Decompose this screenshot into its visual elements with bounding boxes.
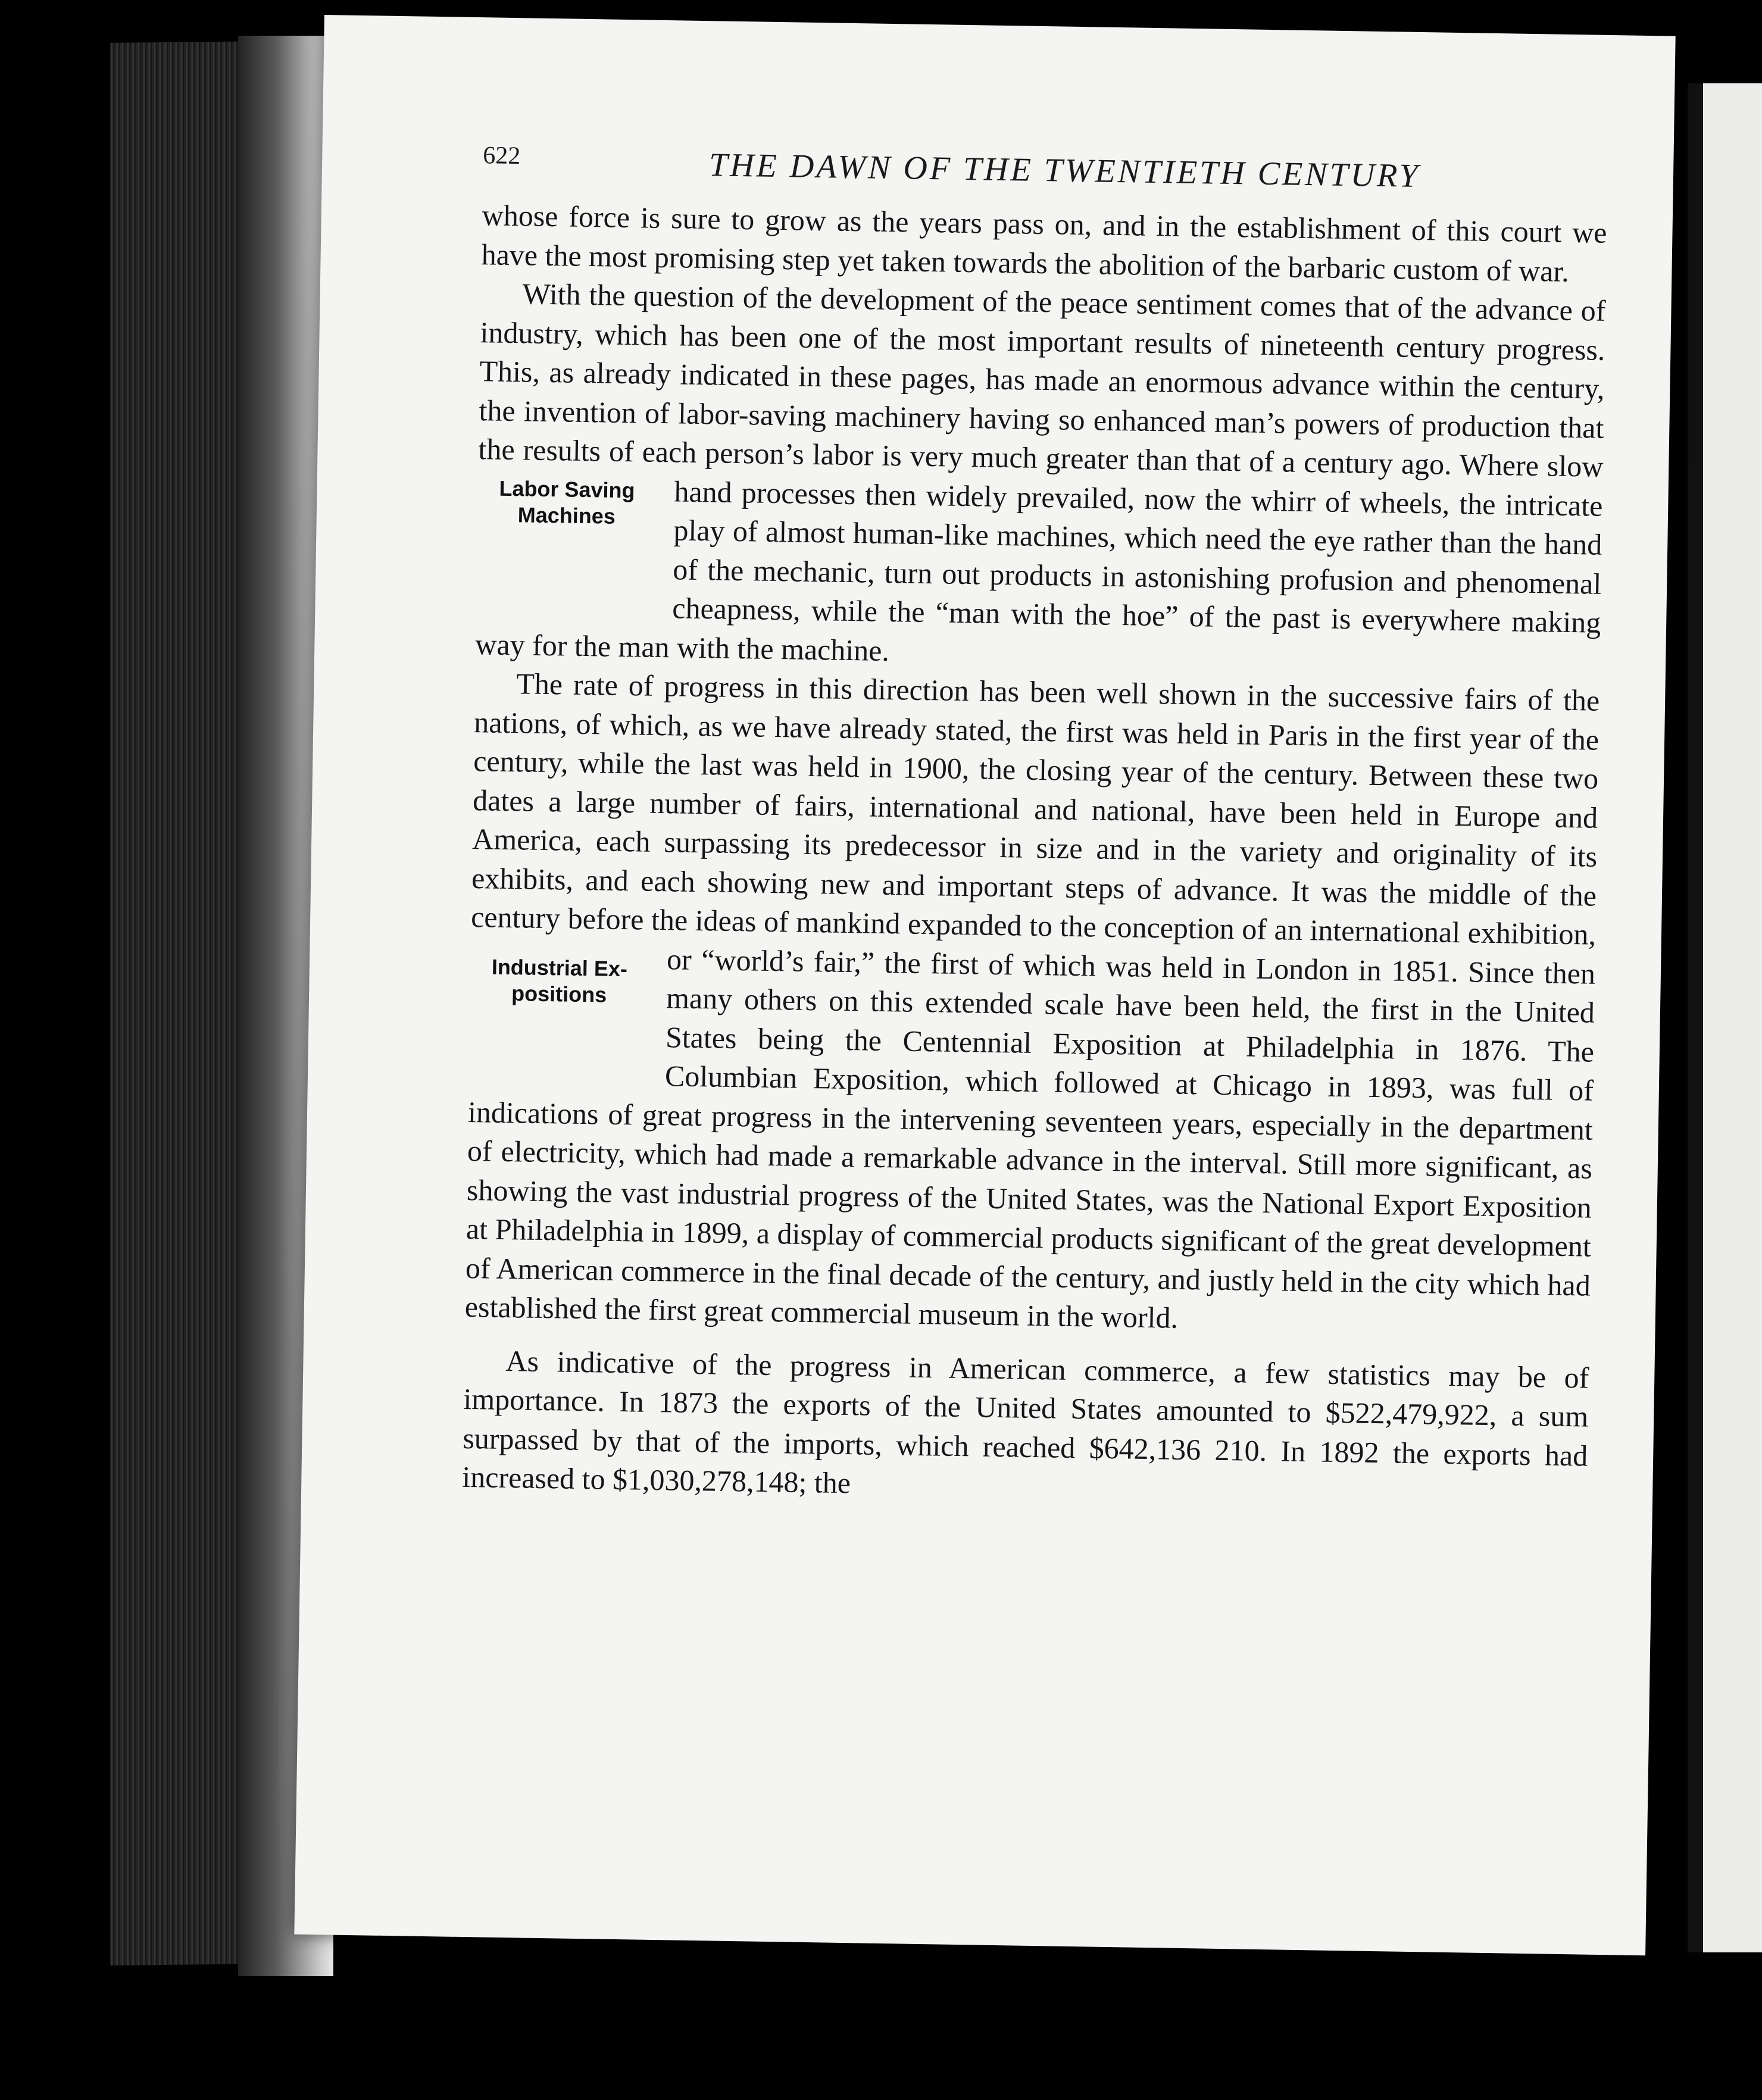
paragraph-text: With the question of the development of the peace sentiment comes that of the advance of industry, which has been one of the most important results of nineteenth century progress. This, as already indicated in these pages, has made an enormous advance within the century, the invention of labor-saving machinery having so enhanced man’s powers of production that the results of each person’s labor is very much greater than that of a century ago. Where slow hand processes then widely prevailed, now the whirr of (478, 277, 1606, 518)
book-page (294, 15, 1675, 1955)
running-head-title: THE DAWN OF THE TWENTIETH CENTURY (708, 146, 1421, 195)
marginal-note-line: Industrial Ex- (491, 954, 628, 981)
marginal-note-industrial-expositions (451, 936, 667, 1070)
marginal-note-labor-saving-machines (458, 468, 674, 597)
paragraph-text: wheels, the intricate play of almost human-like machines, which need the eye rather than the hand of the mechanic, turn out products in astonishing profusion and phenomenal cheapness, while the “man with the hoe” of the past is everywhere making way for the man with the machine. (474, 485, 1603, 667)
marginal-note-line: Labor Saving (499, 476, 635, 502)
facing-page-edge (1688, 83, 1762, 1952)
paragraph (475, 274, 1606, 682)
paragraph-text: The rate of progress in this direction has been well shown in the successive fairs of the nations, of which, as we have already stated, the first was held in Paris in the first year of the century, while the last was held in 1900, the closing year of the century. Between these two dates a large number of fairs, international and national, have been held in Europe and America, each surpassing its predecessor in size and in the variety and originality of its exhibits, and each showing new and important steps of advance. It was the middle of the century before the ideas of mankind expanded to the conception of an international exhibition, or “world’s fair,” the first of which was (470, 667, 1600, 983)
marginal-note-line: positions (511, 980, 607, 1007)
page-number: 622 (482, 142, 521, 170)
paragraph: As indicative of the progress in American commerce, a few statistics may be of importance. In 1873 the exports of the United States amounted to $522,479,922, a sum surpassed by that of the imports, which reached $642,136 210. In 1892 the exports had increased to $1,030,278,148; the (462, 1343, 1589, 1500)
running-head (322, 134, 1674, 203)
paragraph: whose force is sure to grow as the years pass on, and in the establishment of this court we have the most promising step yet taken towards the abolition of the barbaric custom of war. (481, 198, 1607, 288)
paragraph (464, 664, 1599, 1344)
body-text (462, 196, 1607, 1514)
paragraph-text: held in London in 1851. Since then many others on this extended scale have been held, the first in the United States being the Centennial Exposition at Philadelphia in 1876. The Columbian Exposition, which followed at Chicago in 1893, was full of indications of great progress in the intervening seventeen years, especially in the department of electricity, which had made a remarkable advance in the interval. Still more significant, as showing the vast industrial progress of the United States, was the National Export Exposition at Philadelphia in 1899, a display of commercial products significant of the great development of American commerce in the final decade of the century, and justly held in the city which had established the first great commercial museum in the world. (464, 949, 1596, 1335)
marginal-note-line: Machines (517, 502, 616, 529)
